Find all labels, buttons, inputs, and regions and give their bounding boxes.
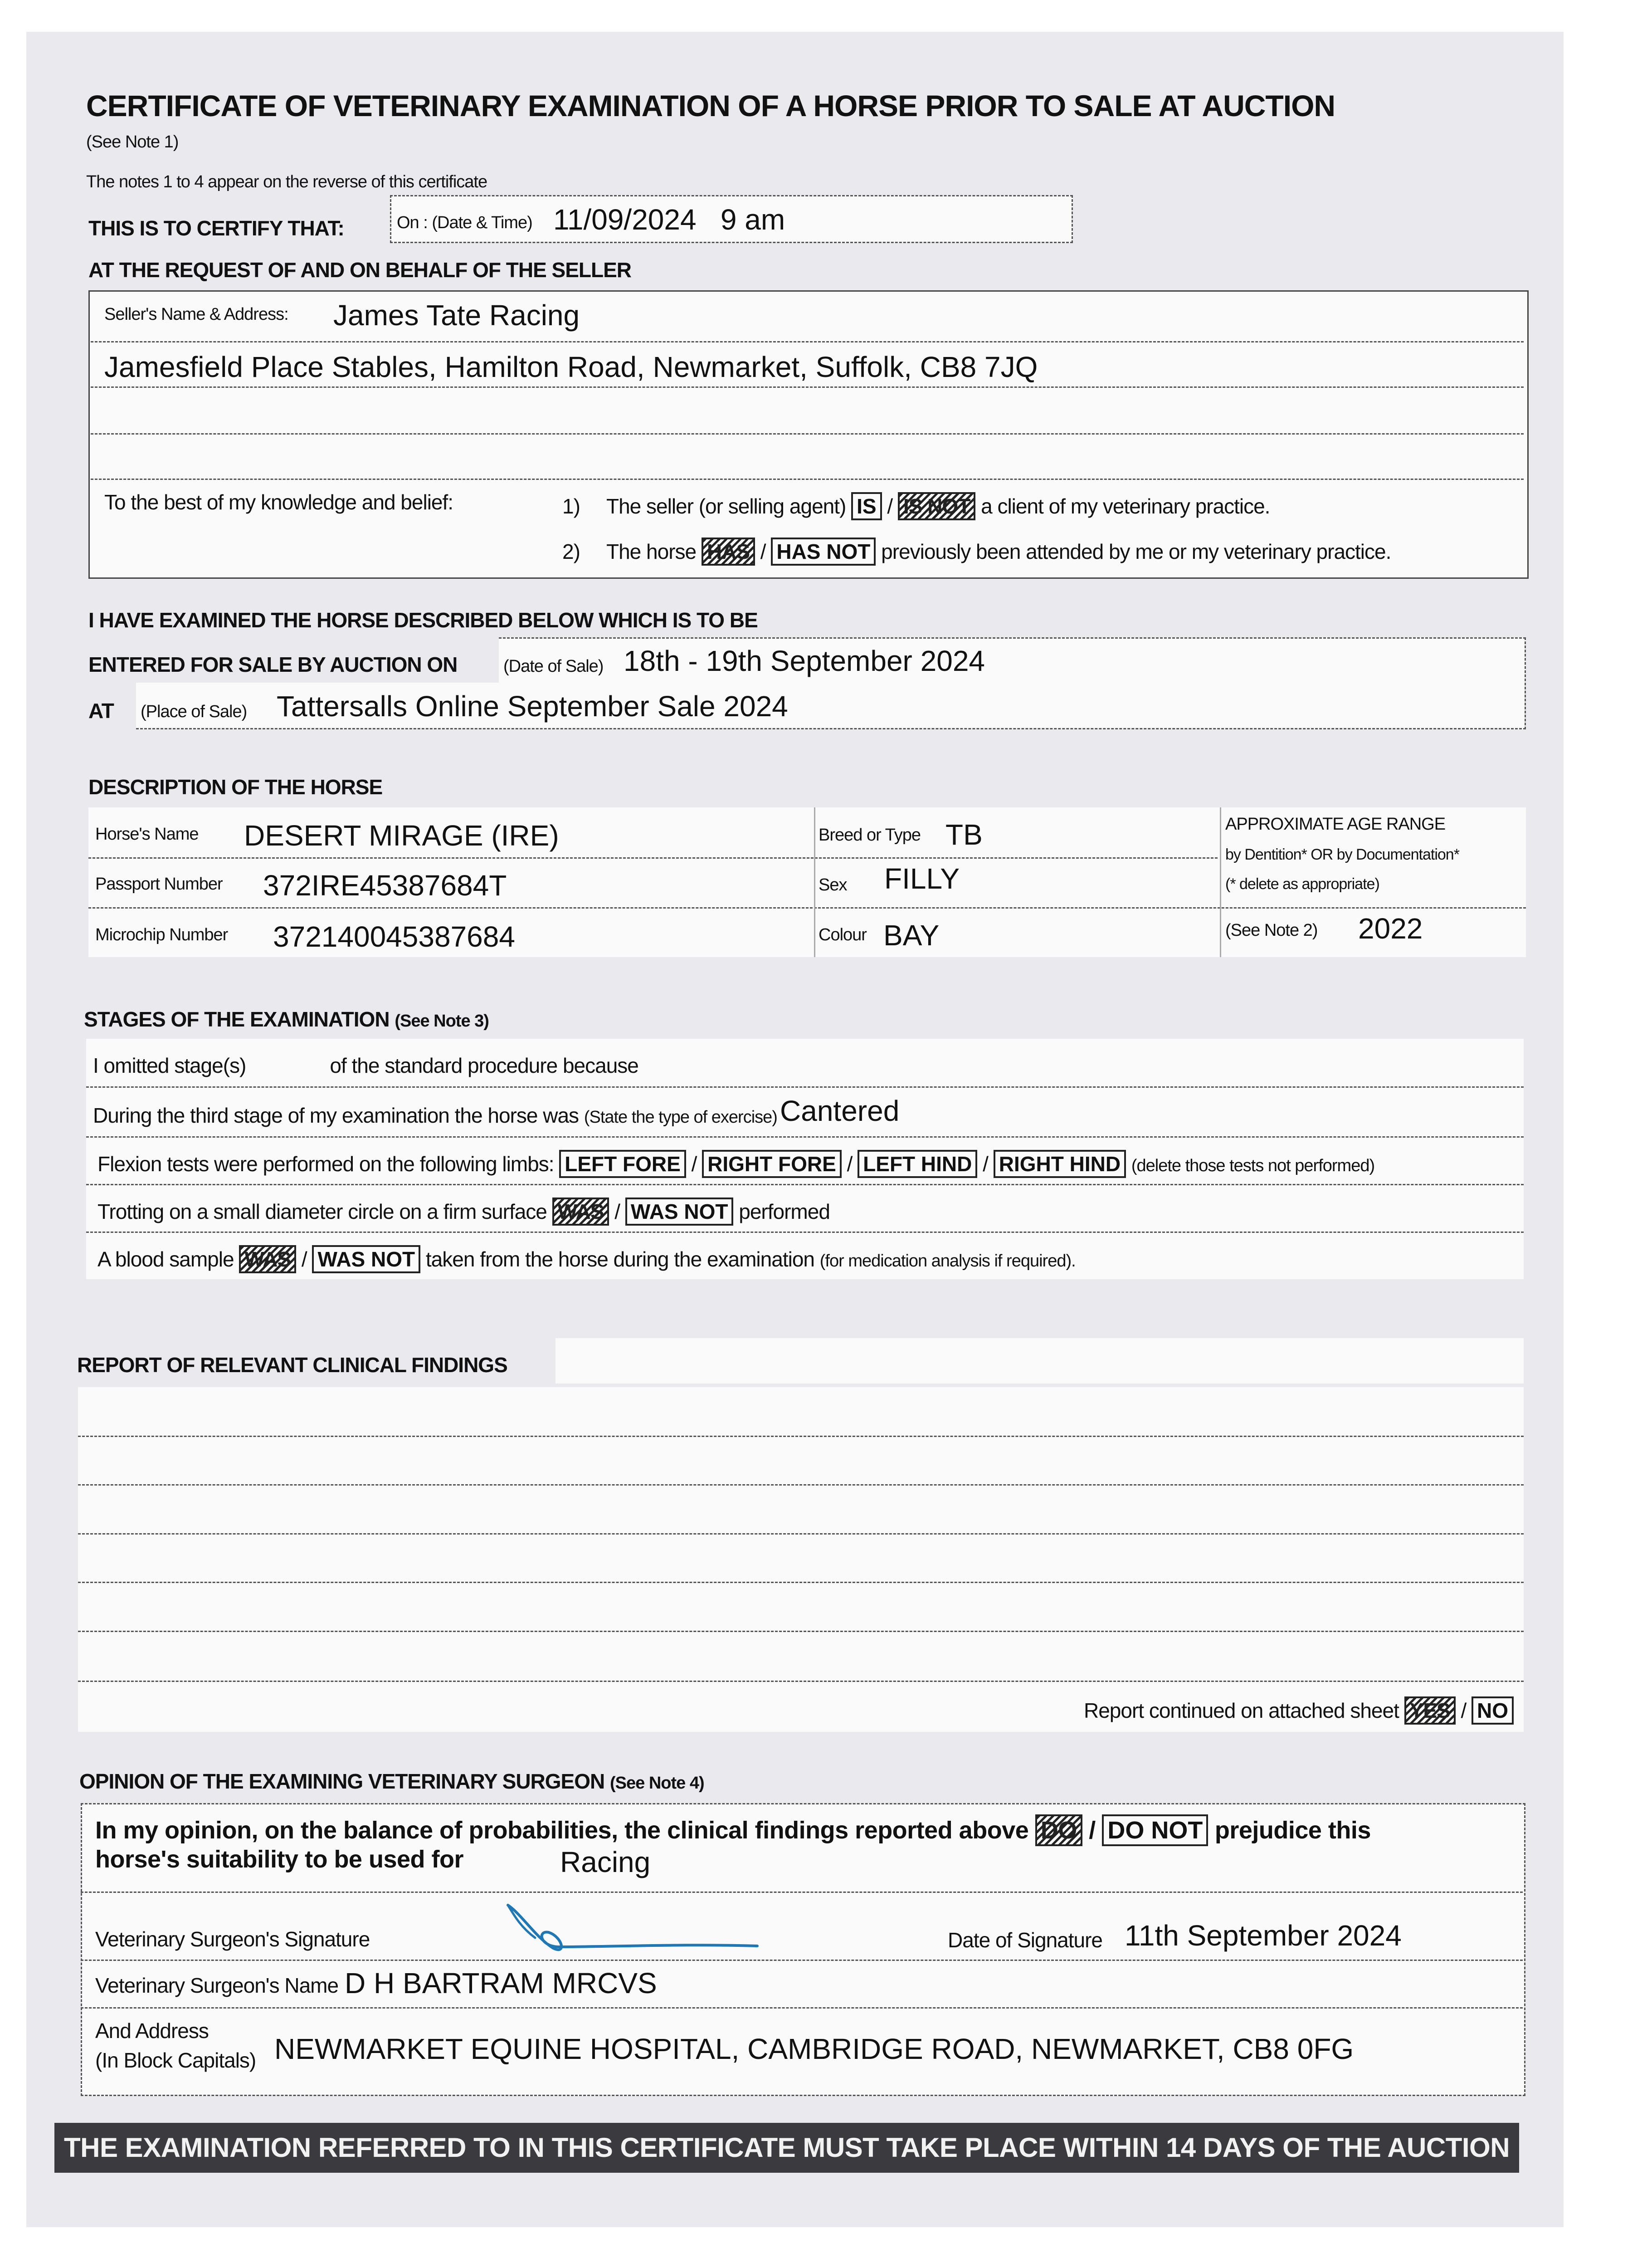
page-title: CERTIFICATE OF VETERINARY EXAMINATION OF A HORSE PRIOR TO SALE AT AUCTION [86,89,1335,122]
seller-address[interactable]: Jamesfield Place Stables, Hamilton Road, Newmarket, Suffolk, CB8 7JQ [104,351,1038,383]
has-attended-option-struck[interactable]: HAS [702,538,755,566]
sex-label: Sex [819,875,847,894]
see-note-1: (See Note 1) [86,132,179,152]
seller-name[interactable]: James Tate Racing [333,299,580,332]
flexion-tests: Flexion tests were performed on the following limbs: LEFT FORE / RIGHT FORE / LEFT HIND / RIGHT HIND (delete those tests not performed) [97,1150,1374,1178]
third-stage: During the third stage of my examination the horse was (State the type of exercise) [93,1104,777,1127]
limb-right-hind[interactable]: RIGHT HIND [994,1150,1126,1178]
sale-place-value: Tattersalls Online September Sale 2024 [277,690,788,723]
continued-yes-option-struck[interactable]: YES [1404,1696,1456,1725]
certify-label: THIS IS TO CERTIFY THAT: [88,216,344,240]
examined-label: I HAVE EXAMINED THE HORSE DESCRIBED BELOW WHICH IS TO BE [88,608,758,632]
opinion-heading: OPINION OF THE EXAMINING VETERINARY SURGEON (See Note 4) [79,1769,704,1793]
vet-name-value[interactable]: D H BARTRAM MRCVS [345,1967,657,1999]
vet-name-label: Veterinary Surgeon's Name [95,1974,339,1997]
sex-value[interactable]: FILLY [884,862,960,895]
is-not-client-option-struck[interactable]: IS NOT [898,492,975,520]
limb-left-fore[interactable]: LEFT FORE [559,1150,686,1178]
on-date-label: On : (Date & Time) [397,213,532,232]
microchip-value[interactable]: 372140045387684 [273,920,515,953]
is-client-option[interactable]: IS [851,492,882,520]
sig-date-value[interactable]: 11th September 2024 [1125,1919,1402,1952]
blood-sample-line: A blood sample WAS / WAS NOT taken from the horse during the examination (for medication analysis if required). [97,1245,1076,1273]
signature-label: Veterinary Surgeon's Signature [95,1927,370,1951]
colour-value[interactable]: BAY [883,919,940,952]
third-stage-value[interactable]: Cantered [780,1095,900,1127]
signature-image [494,1896,766,1964]
microchip-label: Microchip Number [95,925,228,944]
report-findings-area[interactable] [78,1387,1524,1732]
opinion-line-2: horse's suitability to be used for [95,1846,463,1873]
request-label: AT THE REQUEST OF AND ON BEHALF OF THE SELLER [88,258,631,282]
sig-date-label: Date of Signature [948,1928,1103,1952]
continued-no-option[interactable]: NO [1472,1696,1514,1725]
colour-label: Colour [819,925,867,944]
opinion-do-not-option[interactable]: DO NOT [1102,1814,1208,1846]
entered-label: ENTERED FOR SALE BY AUCTION ON [88,653,458,676]
passport-label: Passport Number [95,875,223,894]
limb-right-fore[interactable]: RIGHT FORE [702,1150,842,1178]
seller-label: Seller's Name & Address: [104,305,288,324]
sale-date-value: 18th - 19th September 2024 [624,645,985,677]
knowledge-label: To the best of my knowledge and belief: [104,490,453,514]
age-see-note: (See Note 2) [1225,921,1318,940]
blood-was-option-struck[interactable]: WAS [239,1245,296,1273]
knowledge-item-2: 2) The horse HAS / HAS NOT previously been attended by me or my veterinary practice. [562,538,1391,566]
knowledge-item-1: 1) The seller (or selling agent) IS / IS NOT a client of my veterinary practice. [562,492,1270,520]
notes-line: The notes 1 to 4 appear on the reverse of this certificate [86,172,487,191]
report-continued: Report continued on attached sheet YES / NO [1084,1696,1514,1725]
age-value[interactable]: 2022 [1358,912,1423,945]
age-delete-note: (* delete as appropriate) [1225,875,1379,893]
limb-left-hind[interactable]: LEFT HIND [858,1150,977,1178]
report-heading: REPORT OF RELEVANT CLINICAL FINDINGS [77,1353,507,1377]
seller-box [88,290,1529,579]
trot-was-not-option[interactable]: WAS NOT [625,1198,734,1226]
sale-date-label: (Date of Sale) [503,657,604,676]
age-by: by Dentition* OR by Documentation* [1225,846,1459,863]
trotting-line: Trotting on a small diameter circle on a firm surface WAS / WAS NOT performed [97,1198,830,1226]
on-date-value: 11/09/2024 9 am [553,203,785,236]
breed-value[interactable]: TB [945,818,983,851]
horse-name-label: Horse's Name [95,825,199,844]
stages-heading: STAGES OF THE EXAMINATION (See Note 3) [84,1007,489,1031]
has-not-attended-option[interactable]: HAS NOT [771,538,876,566]
age-heading: APPROXIMATE AGE RANGE [1225,815,1446,834]
breed-label: Breed or Type [819,826,921,845]
omitted-stages: I omitted stage(s) of the standard procedure because [93,1054,638,1077]
opinion-do-option-struck[interactable]: DO [1035,1814,1082,1846]
blood-was-not-option[interactable]: WAS NOT [312,1245,420,1273]
sale-place-label: (Place of Sale) [141,702,247,721]
trot-was-option-struck[interactable]: WAS [552,1198,609,1226]
address-label-1: And Address [95,2019,209,2043]
footer-banner: THE EXAMINATION REFERRED TO IN THIS CERTIFICATE MUST TAKE PLACE WITHIN 14 DAYS OF THE AUCTION [54,2123,1519,2173]
address-label-2: (In Block Capitals) [95,2048,256,2072]
horse-name-value[interactable]: DESERT MIRAGE (IRE) [244,819,559,852]
use-value[interactable]: Racing [560,1846,651,1878]
opinion-line-1: In my opinion, on the balance of probabilities, the clinical findings reported above DO / DO NOT prejudice this [95,1814,1371,1846]
description-heading: DESCRIPTION OF THE HORSE [88,775,383,799]
vet-address-value[interactable]: NEWMARKET EQUINE HOSPITAL, CAMBRIDGE ROAD, NEWMARKET, CB8 0FG [274,2033,1354,2065]
report-heading-field [555,1338,1524,1383]
at-label: AT [88,699,114,723]
passport-value[interactable]: 372IRE45387684T [263,869,507,902]
